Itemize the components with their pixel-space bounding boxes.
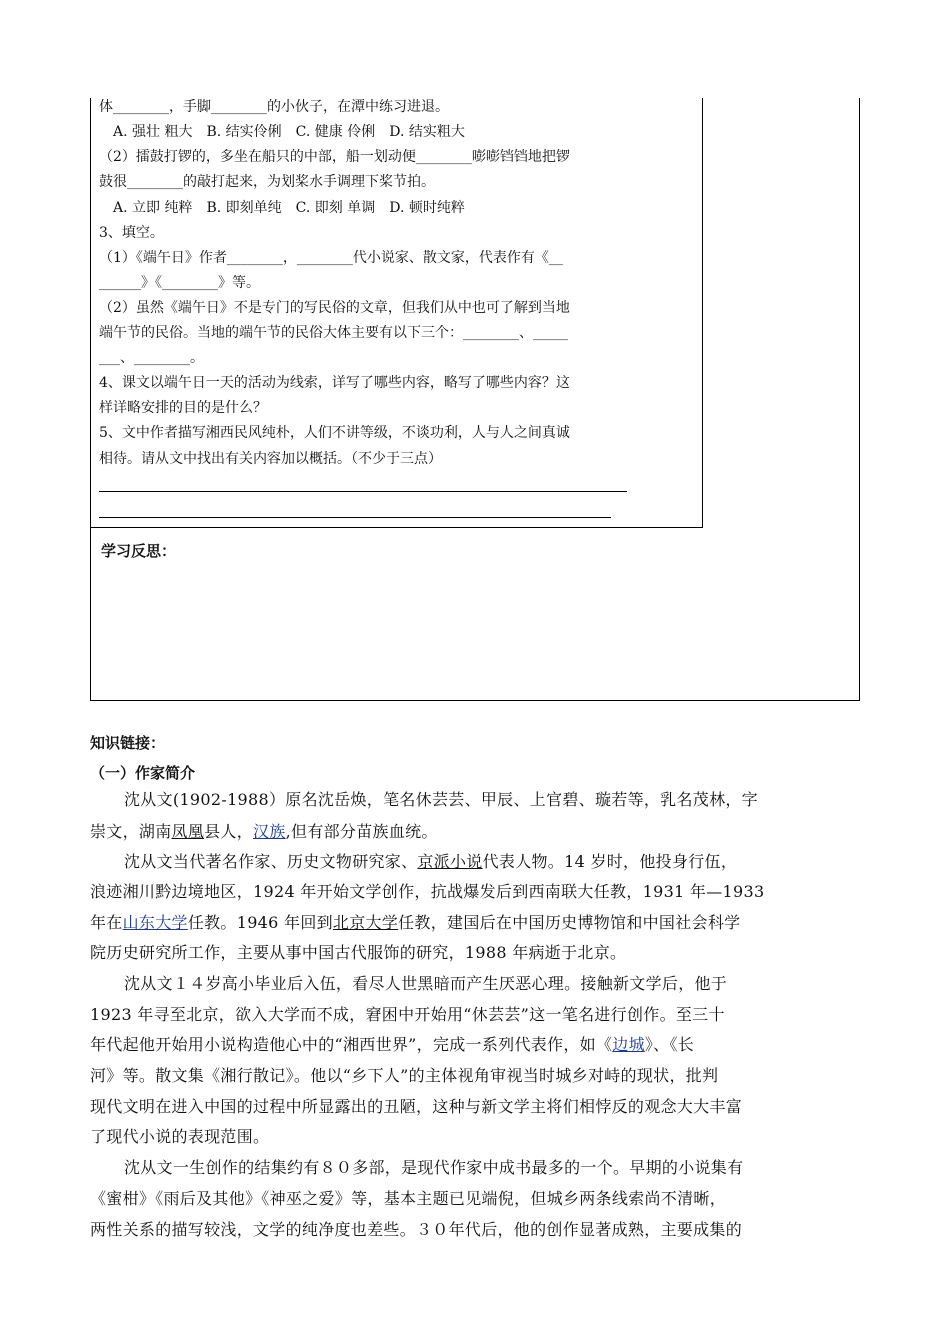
question-line: （1）《端午日》作者________，________代小说家、散文家，代表作有《__ xyxy=(99,250,563,266)
fenghuang-link[interactable]: 凤凰 xyxy=(171,822,205,841)
paragraph-line: 沈从文１４岁高小毕业后入伍，看尽人世黑暗而产生厌恶心理。接触新文学后，他于 xyxy=(124,974,728,993)
reflection-title: 学习反思： xyxy=(101,542,177,560)
jingpai-novel-link[interactable]: 京派小说 xyxy=(417,852,483,871)
answer-line xyxy=(99,491,627,492)
paragraph-line: 沈从文当代著名作家、历史文物研究家、京派小说代表人物。14 岁时，他投身行伍， xyxy=(124,852,738,871)
question-line: 相待。请从文中找出有关内容加以概括。（不少于三点） xyxy=(99,451,442,467)
biancheng-link[interactable]: 边城 xyxy=(612,1035,645,1054)
worksheet-table xyxy=(90,98,860,701)
paragraph-line: 现代文明在进入中国的过程中所显露出的丑陋，这种与新文学主将们相悖反的观念大大丰富 xyxy=(90,1097,743,1116)
question-line: ______》《________》等。 xyxy=(99,275,260,291)
paragraph-line: 院历史研究所工作，主要从事中国古代服饰的研究，1988 年病逝于北京。 xyxy=(90,943,627,962)
section-title: （一）作家简介 xyxy=(90,764,196,782)
questions-cell xyxy=(91,98,703,528)
question-line: A. 强壮 粗大 B. 结实伶俐 C. 健康 伶俐 D. 结实粗大 xyxy=(99,124,465,140)
shandong-university-link[interactable]: 山东大学 xyxy=(122,913,188,932)
reflection-row xyxy=(91,528,859,700)
paragraph-line: 河》等。散文集《湘行散记》。他以“乡下人”的主体视角审视当时城乡对峙的现状，批判 xyxy=(90,1066,719,1085)
question-line: ___、________。 xyxy=(99,350,204,366)
question-line: 5、文中作者描写湘西民风纯朴，人们不讲等级，不谈功利，人与人之间真诚 xyxy=(99,425,570,441)
peking-university-link[interactable]: 北京大学 xyxy=(332,913,399,932)
paragraph-line: 浪迹湘川黔边境地区，1924 年开始文学创作，抗战爆发后到西南联大任教，1931 年—1933 xyxy=(90,882,765,901)
paragraph-line: 年在山东大学任教。1946 年回到北京大学任教，建国后在中国历史博物馆和中国社会科学 xyxy=(90,913,741,932)
paragraph-line: 沈从文一生创作的结集约有８０多部，是现代作家中成书最多的一个。早期的小说集有 xyxy=(124,1158,744,1177)
paragraph-line: 年代起他开始用小说构造他心中的“湘西世界”，完成一系列代表作，如《边城》、《长 xyxy=(90,1035,695,1054)
paragraph-line: 《蜜柑》《雨后及其他》《神巫之爱》等，基本主题已见端倪，但城乡两条线索尚不清晰， xyxy=(90,1189,727,1208)
paragraph-line: 沈从文(1902-1988）原名沈岳焕，笔名休芸芸、甲辰、上官碧、璇若等，乳名茂林，字 xyxy=(124,790,758,809)
paragraph-line: 1923 年寻至北京，欲入大学而不成，窘困中开始用“休芸芸”这一笔名进行创作。至三十 xyxy=(90,1005,725,1024)
answer-line xyxy=(99,517,611,518)
question-line: A. 立即 纯粹 B. 即刻单纯 C. 即刻 单调 D. 顿时纯粹 xyxy=(99,200,465,216)
knowledge-heading: 知识链接： xyxy=(90,734,166,752)
han-ethnic-link[interactable]: 汉族 xyxy=(253,822,286,841)
question-line: （2）虽然《端午日》不是专门的写民俗的文章，但我们从中也可了解到当地 xyxy=(99,300,570,316)
paragraph-line: 了现代小说的表现范围。 xyxy=(90,1127,270,1146)
paragraph-line: 两性关系的描写较浅，文学的纯净度也差些。３０年代后，他的创作显著成熟，主要成集的 xyxy=(90,1220,743,1239)
question-line: 样详略安排的目的是什么？ xyxy=(99,400,267,416)
question-line: 体________，手脚________的小伙子，在潭中练习进退。 xyxy=(99,99,449,115)
question-line: 端午节的民俗。当地的端午节的民俗大体主要有以下三个：________、_____ xyxy=(99,325,568,341)
question-line: 3、填空。 xyxy=(99,225,164,241)
question-line: 鼓很________的敲打起来，为划桨水手调理下桨节拍。 xyxy=(99,174,435,190)
question-line: 4、课文以端午日一天的活动为线索，详写了哪些内容，略写了哪些内容？这 xyxy=(99,375,570,391)
paragraph-line: 崇文，湖南凤凰县人，汉族,但有部分苗族血统。 xyxy=(90,822,438,841)
question-line: （2）擂鼓打锣的，多坐在船只的中部，船一划动便________嘭嘭铛铛地把锣 xyxy=(99,149,570,165)
